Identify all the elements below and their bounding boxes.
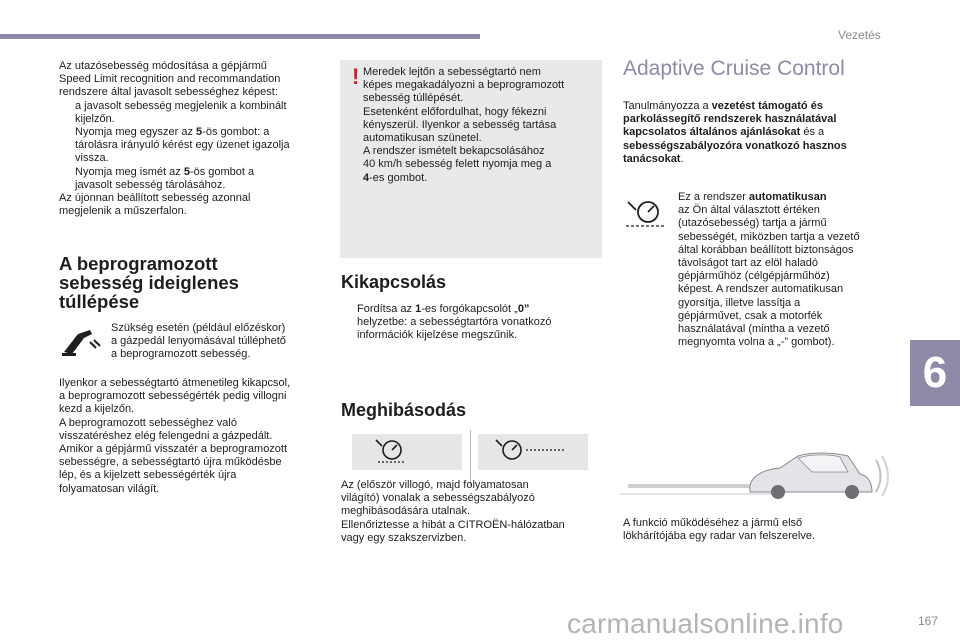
- warning-text: Meredek lejtőn a sebességtartó nem képes megakadályozni a beprogramozott sebesség túllépését. Esetenként előfordulhat, hogy fékezni kényszerül. Ilyenkor a sebesség tartása automatikusan szünetel. A rendszer ismételt bekapcsolásához 40 km/h sebesség felett nyomja meg a 4-es gombot.: [363, 66, 565, 184]
- heading-switch-off: Kikapcsolás: [341, 272, 447, 292]
- heading-temporary-exceed: A beprogramozott sebesség ideiglenes túllépése: [59, 253, 239, 312]
- adaptive-cruise-icon: [624, 196, 666, 230]
- section-label: Vezetés: [838, 28, 881, 42]
- speedometer-icon: [492, 436, 572, 468]
- radar-note: A funkció működéséhez a jármű első lökhárítójába egy radar van felszerelve.: [623, 517, 815, 543]
- heading-fault: Meghibásodás: [341, 400, 467, 420]
- list-item: Nyomja meg ismét az 5-ös gombot a javasolt sebesség tárolásához.: [59, 166, 329, 192]
- accelerator-pedal-icon: [60, 326, 102, 358]
- list-item: Nyomja meg egyszer az 5-ös gombot: a tárolásra irányuló kérést egy üzenet igazolja vissza.: [59, 126, 329, 166]
- chapter-tab: 6: [910, 340, 960, 406]
- watermark: carmanualsonline.info: [567, 608, 844, 639]
- bullet-marker: [59, 126, 75, 166]
- fault-divider: [470, 430, 471, 486]
- switch-off-text: [341, 303, 606, 343]
- heading-adaptive-cruise-control: Adaptive Cruise Control: [623, 57, 845, 80]
- car-radar-illustration: [620, 448, 890, 502]
- bullet-marker: [59, 166, 75, 192]
- pedal-text: Szükség esetén (például előzéskor) a gázpedál lenyomásával túlléphető a beprogramozott sebesség.: [111, 322, 286, 361]
- list-item: Fordítsa az 1-es forgókapcsolót „0” helyzetbe: a sebességtartóra vonatkozó információk kijelzése megszűnik.: [341, 303, 606, 343]
- page-number: 167: [918, 614, 939, 628]
- header-accent-bar: [0, 34, 480, 39]
- bullet-marker: [341, 303, 357, 343]
- bullet-marker: [59, 100, 75, 126]
- list-item: a javasolt sebesség megjelenik a kombinált kijelzőn.: [59, 100, 329, 126]
- speedometer-icon: [372, 436, 408, 468]
- temporary-exceed-body: Ilyenkor a sebességtartó átmenetileg kikapcsol, a beprogramozott sebességérték pedig villogni kezd a kijelzőn. A beprogramozott sebességhez való visszatéréshez elég felengedni a gázpedált. Amikor a gépjármű visszatér a beprogramozott sebességre, a sebességtartó újra működésbe lép, és a kijelzett sebességérték újra folyamatosan világít.: [59, 377, 291, 495]
- acc-intro: Tanulmányozza a vezetést támogató és parkolássegítő rendszerek használatával kapcsolatos általános ajánlásokat és a sebességszabályozóra vonatkozó hasznos tanácsokat.: [623, 100, 847, 165]
- speed-limit-text: Az utazósebesség módosítása a gépjármű Speed Limit recognition and recommandation rendszere által javasolt sebességhez képest: a javasolt sebesség megjelenik a kombinált kijelzőn. Nyomja meg egyszer az 5-ös gombot: a tárolásra irányuló kérést egy üzenet igazolja vissza. Nyomja meg ismét az 5-ös gombot a javasolt sebesség tárolásához. Az újonnan beállított sebesség azonnal megjelenik a műszerfalon.: [59, 60, 329, 218]
- acc-description: Ez a rendszer automatikusan az Ön által választott értéken (utazósebesség) tartja a jármű sebességét, miközben tartja a vezető által korábban beállított biztonságos távolságot tart az elöl haladó gépjárműhöz (célgépjárműhöz) képest. A rendszer automatikusan gyorsítja, illetve lassítja a gépjárművet, csak a motorfék használatával (mintha a vezető megnyomta volna a „-” gombot).: [678, 191, 860, 349]
- fault-text: Az (először villogó, majd folyamatosan világító) vonalak a sebességszabályozó meghibásodására utalnak. Ellenőriztesse a hibát a CITROËN-hálózatban vagy egy szakszervizben.: [341, 479, 565, 544]
- warning-icon: !: [352, 64, 360, 89]
